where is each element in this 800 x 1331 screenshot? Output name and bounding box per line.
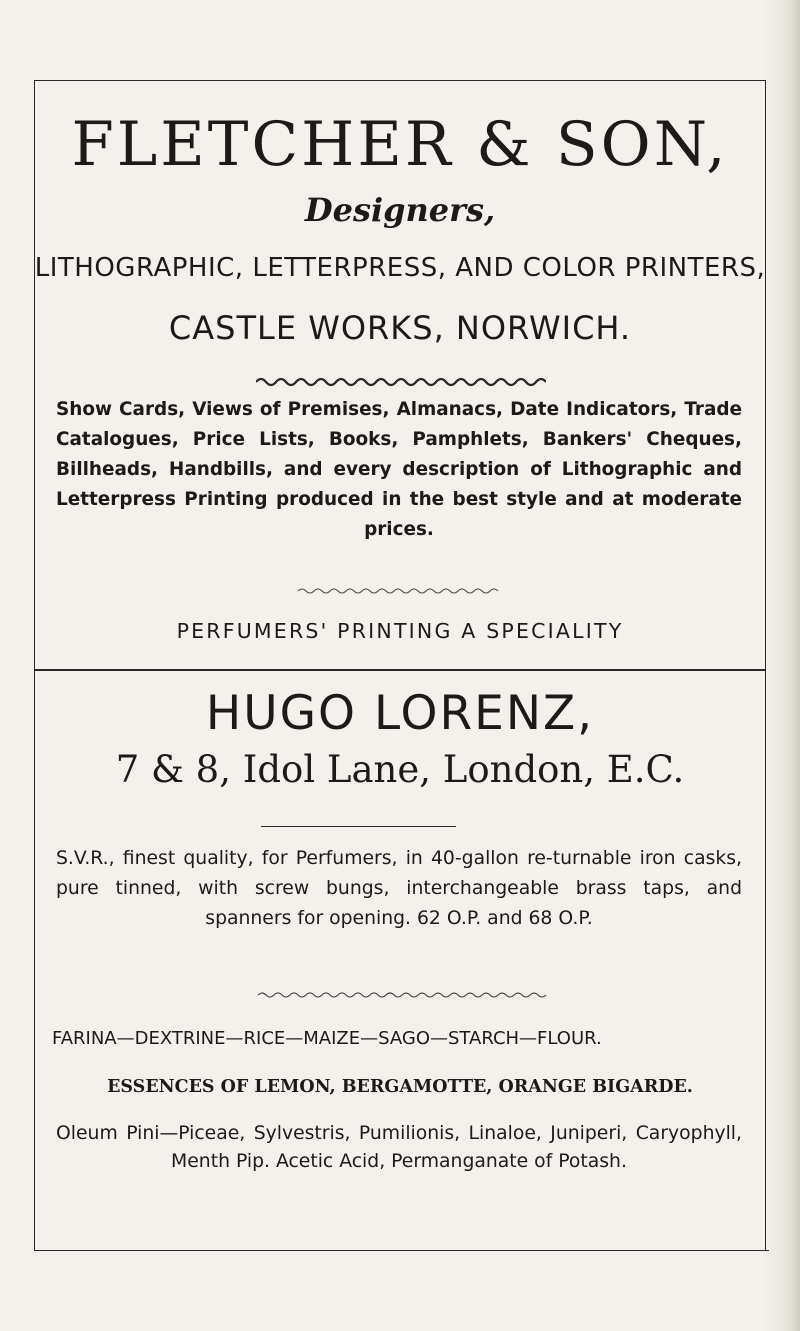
short-rule — [261, 826, 456, 827]
section-divider — [34, 669, 766, 671]
frame-top-rule — [34, 80, 766, 81]
squiggle-divider-1 — [256, 376, 546, 388]
page-edge-shadow — [760, 0, 800, 1331]
firm-name: FLETCHER & SON, — [71, 109, 729, 180]
advertiser-address: 7 & 8, Idol Lane, London, E.C. — [115, 748, 685, 791]
oleum-paragraph: Oleum Pini—Piceae, Sylvestris, Pumilionis, Linaloe, Juniperi, Caryophyll, Menth Pip. Acetic Acid, Permanganate of Potash. — [56, 1123, 742, 1172]
perfumers-specialty: PERFUMERS' PRINTING A SPECIALITY — [176, 619, 624, 643]
designers-subtitle: Designers, — [304, 191, 496, 229]
works-address: CASTLE WORKS, NORWICH. — [168, 309, 632, 347]
starch-products-line: FARINA—DEXTRINE—RICE—MAIZE—SAGO—STARCH—FLOUR. — [52, 1028, 602, 1049]
printers-line: LITHOGRAPHIC, LETTERPRESS, AND COLOR PRINTERS, — [34, 253, 766, 283]
squiggle-divider-2 — [298, 586, 504, 596]
frame-bottom-rule — [34, 1250, 769, 1251]
squiggle-divider-3 — [258, 990, 548, 1000]
services-paragraph: Show Cards, Views of Premises, Almanacs, Date Indicators, Trade Catalogues, Price Lists, Books, Pamphlets, Bankers' Cheques, Billheads, Handbills, and every description of Lithographic and Letterpress Printing produced in the best style and at moderate prices. — [56, 399, 742, 540]
essences-line: ESSENCES OF LEMON, BERGAMOTTE, ORANGE BIGARDE. — [107, 1077, 693, 1097]
advertiser-name: HUGO LORENZ, — [205, 686, 595, 741]
svr-paragraph: S.V.R., finest quality, for Perfumers, in 40-gallon re-turnable iron casks, pure tinned, with screw bungs, interchangeable brass taps, and spanners for opening. 62 O.P. and 68 O.P. — [56, 848, 742, 929]
